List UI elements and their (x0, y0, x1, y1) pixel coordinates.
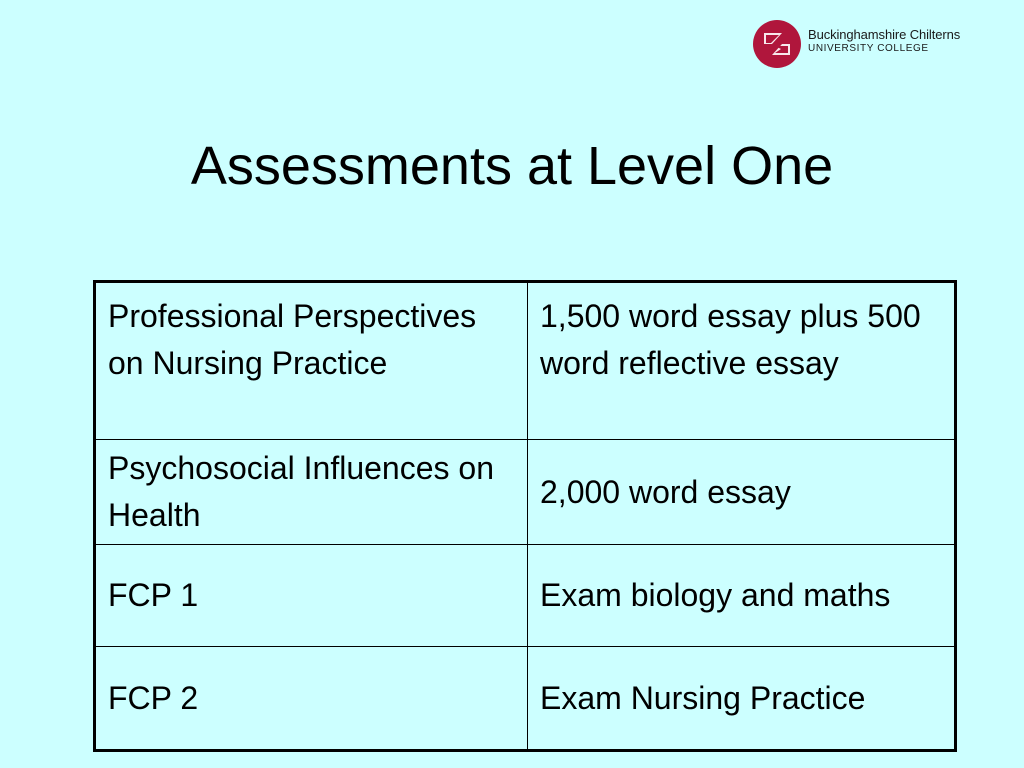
table-row (95, 647, 956, 751)
table-row (95, 440, 956, 545)
college-logo (752, 18, 1012, 70)
table-row (95, 544, 956, 647)
assessment-cell: Exam biology and maths (528, 544, 956, 647)
assessment-cell: Exam Nursing Practice (528, 647, 956, 751)
module-cell: FCP 2 (95, 647, 528, 751)
module-cell: FCP 1 (95, 544, 528, 647)
college-logo-mark-icon (752, 19, 802, 69)
college-name: Buckinghamshire Chilterns (808, 27, 961, 43)
module-cell: Professional Perspectives on Nursing Practice (95, 282, 528, 440)
table-row (95, 282, 956, 440)
slide-title: Assessments at Level One (190, 136, 834, 196)
module-cell: Psychosocial Influences on Health (95, 440, 528, 545)
college-subtitle: UNIVERSITY COLLEGE (808, 42, 929, 54)
assessment-cell: 2,000 word essay (528, 440, 956, 545)
assessment-cell: 1,500 word essay plus 500 word reflective essay (528, 282, 956, 440)
assessment-table (93, 280, 957, 752)
college-logo-text (808, 28, 960, 53)
